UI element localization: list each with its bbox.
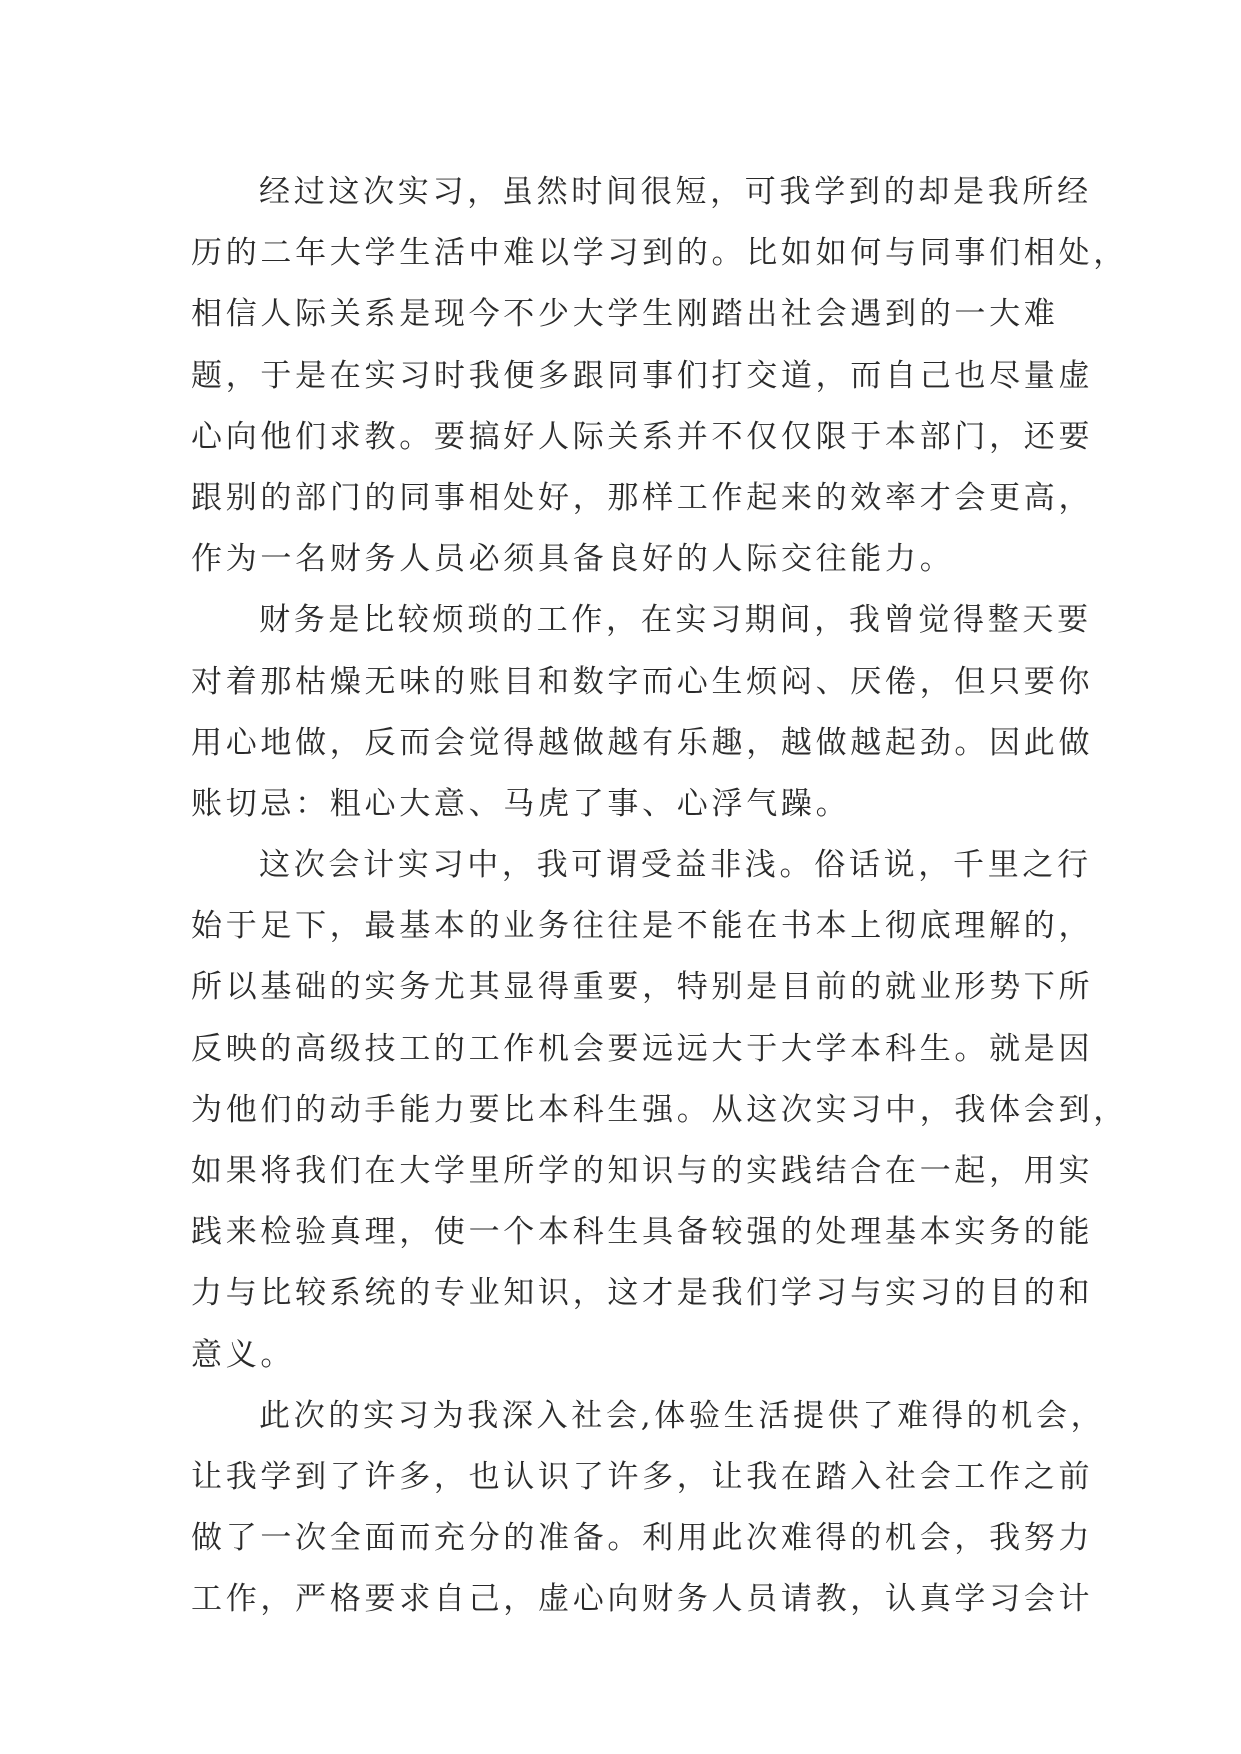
text-line: 践来检验真理，使一个本科生具备较强的处理基本实务的能 [191, 1214, 1094, 1251]
text-line: 这次会计实习中，我可谓受益非浅。俗话说，千里之行 [259, 847, 1092, 884]
text-line: 作为一名财务人员必须具备良好的人际交往能力。 [191, 541, 955, 578]
text-line: 财务是比较烦琐的工作，在实习期间，我曾觉得整天要 [259, 602, 1092, 639]
text-line: 用心地做，反而会觉得越做越有乐趣，越做越起劲。因此做 [191, 724, 1094, 761]
text-line: 账切忌：粗心大意、马虎了事、心浮气躁。 [191, 785, 851, 822]
text-line: 对着那枯燥无味的账目和数字而心生烦闷、厌倦，但只要你 [191, 663, 1094, 700]
text-line: 做了一次全面而充分的准备。利用此次难得的机会，我努力 [191, 1520, 1094, 1557]
text-line: 经过这次实习，虽然时间很短，可我学到的却是我所经 [259, 174, 1092, 210]
text-line: 为他们的动手能力要比本科生强。从这次实习中，我体会到， [191, 1091, 1128, 1128]
text-line: 相信人际关系是现今不少大学生刚踏出社会遇到的一大难 [191, 296, 1059, 333]
text-line: 此次的实习为我深入社会,体验生活提供了难得的机会， [259, 1397, 1106, 1434]
document-body [191, 162, 1128, 1631]
text-line: 让我学到了许多，也认识了许多，让我在踏入社会工作之前 [191, 1458, 1094, 1495]
text-line: 跟别的部门的同事相处好，那样工作起来的效率才会更高， [191, 479, 1094, 516]
paragraph-2 [191, 590, 1094, 835]
paragraph-4 [191, 1386, 1106, 1631]
text-line: 反映的高级技工的工作机会要远远大于大学本科生。就是因 [191, 1030, 1094, 1067]
text-line: 心向他们求教。要搞好人际关系并不仅仅限于本部门，还要 [191, 418, 1094, 455]
text-line: 所以基础的实务尤其显得重要，特别是目前的就业形势下所 [191, 969, 1094, 1006]
text-line: 历的二年大学生活中难以学习到的。比如如何与同事们相处， [191, 235, 1128, 272]
text-line: 力与比较系统的专业知识，这才是我们学习与实习的目的和 [191, 1275, 1094, 1312]
text-line: 题，于是在实习时我便多跟同事们打交道，而自己也尽量虚 [191, 357, 1094, 394]
text-line: 始于足下，最基本的业务往往是不能在书本上彻底理解的， [191, 908, 1094, 945]
paragraph-3 [191, 835, 1128, 1386]
paragraph-1 [191, 162, 1128, 590]
text-line: 意义。 [191, 1336, 296, 1373]
text-line: 如果将我们在大学里所学的知识与的实践结合在一起，用实 [191, 1153, 1094, 1189]
text-line: 工作，严格要求自己，虚心向财务人员请教，认真学习会计 [191, 1581, 1094, 1618]
